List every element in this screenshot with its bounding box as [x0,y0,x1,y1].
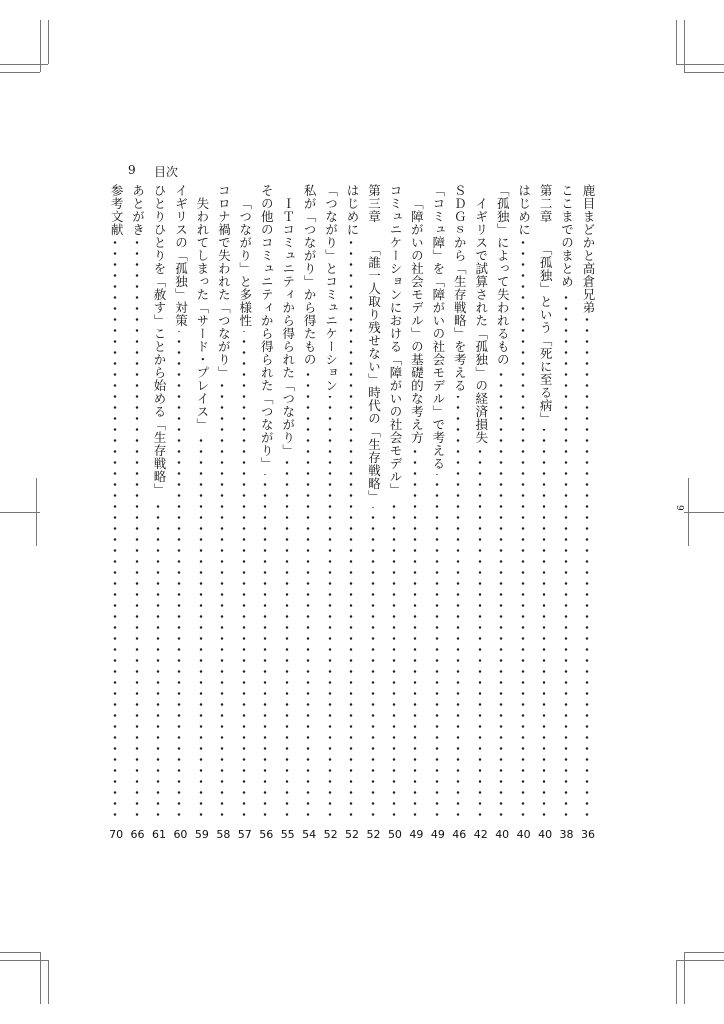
toc-entry-page: 55 [280,828,295,841]
toc-entry-page: 70 [109,828,124,841]
leader-dots [412,448,418,820]
toc-entry-page: 42 [473,828,488,841]
toc-entry-page: 40 [495,828,510,841]
toc-entry-title: はじめに [516,184,532,236]
toc-entry [342,184,362,841]
leader-dots [584,318,590,820]
toc-entry [278,184,298,841]
leader-dots [327,396,333,820]
toc-entry-page: 52 [323,828,338,841]
toc-entry-page: 54 [302,828,317,841]
toc-entry-title: 失われてしまった「サード・プレイス」 [194,197,210,431]
toc-entry-page: 46 [452,828,467,841]
toc-entry [299,184,319,841]
toc-entry-title: 「障がいの社会モデル」の基礎的な考え方 [409,197,425,444]
toc-entry-title: 鹿目まどかと高倉兄弟 [581,184,596,314]
toc-entry-title: 私が「つながり」から得たもの [302,184,318,366]
toc-entry-title: その他のコミュニティから得られた「つながり」 [259,184,275,470]
toc-entry-title: ひとりひとりを「赦す」ことから始める「生存戦略」 [152,184,167,496]
toc-entry [192,184,212,841]
leader-dots [434,474,440,820]
toc-entry [578,184,598,841]
leader-dots [541,429,547,820]
toc-entry [256,184,276,841]
toc-entry-page: 36 [581,828,595,841]
toc-entry [321,184,341,841]
leader-dots [455,396,461,820]
toc-entry-page: 59 [194,828,209,841]
toc-entry-page: 57 [237,828,252,841]
toc-entry-page: 38 [559,828,574,841]
toc-entry-title: あとがき [130,184,146,236]
toc-entry [428,184,448,841]
toc-entry [471,184,491,841]
toc-entry-title: イギリスの「孤独」対策 [173,184,189,327]
leader-dots [241,331,247,820]
toc-entry [385,184,405,841]
toc-entry-page: 40 [516,828,531,841]
toc-entry [235,184,255,841]
leader-dots [348,240,354,820]
toc-entry-page: 40 [538,828,553,841]
leader-dots [262,474,268,820]
leader-dots [477,448,483,820]
leader-dots [370,507,376,820]
toc-entry-title: 「つながり」とコミュニケーション [323,184,339,392]
toc-entry-title: コミュニケーションにおける「障がいの社会モデル」 [387,184,403,496]
toc-entry [514,184,534,841]
toc-entry-title: はじめに [345,184,361,236]
toc-entry [213,184,233,841]
toc-entry [535,184,555,841]
toc-entry [449,184,469,841]
header-label: 目次 [154,165,179,179]
toc-entry-page: 50 [387,828,402,841]
leader-dots [498,370,504,820]
toc-entry-title: 参考文献 [109,184,125,236]
toc-entry-page: 56 [259,828,274,841]
toc-entry-title: 「コミュ障」を「障がいの社会モデル」で考える [430,184,446,470]
toc-entry-title: ＳＤＧｓから「生存戦略」を考える [452,184,468,392]
toc-entry-title: 第二章 「孤独」という「死に至る病」 [538,184,554,425]
toc-entry-title: 「つながり」と多様性 [237,197,253,327]
toc-entry [149,184,169,841]
toc-entry-title: 第三章 「誰一人取り残せない」時代の「生存戦略」 [366,184,382,503]
leader-dots [155,500,161,820]
toc-entry-title: 「孤独」によって失われるもの [495,184,511,366]
toc-entry [492,184,512,841]
toc-entry-page: 52 [366,828,381,841]
toc-entry [128,184,148,841]
toc-entry [406,184,426,841]
toc-entry [364,184,384,841]
toc-entry-page: 61 [152,828,166,841]
leader-dots [198,435,204,820]
leader-dots [520,240,526,820]
leader-dots [112,240,118,820]
folio-page-number: 9 [674,505,684,511]
toc-entry [106,184,126,841]
toc-entry-page: 66 [130,828,145,841]
toc-entry-title: イギリスで試算された「孤独」の経済損失 [473,197,489,444]
leader-dots [305,370,311,820]
toc-entry-page: 49 [409,828,424,841]
toc-entry-page: 60 [173,828,188,841]
toc-entry-page: 52 [345,828,360,841]
leader-dots [563,292,569,820]
toc-entry-title: ここまでのまとめ [559,184,575,288]
toc-entry-page: 58 [216,828,231,841]
leader-dots [176,331,182,820]
leader-dots [284,461,290,820]
toc-entry-title: ＩＴコミュニティから得られた「つながり」 [280,197,296,457]
leader-dots [134,240,140,820]
toc-entry [557,184,577,841]
toc-entry [170,184,190,841]
leader-dots [219,383,225,820]
toc-entry-title: コロナ禍で失われた「つながり」 [216,184,232,379]
toc-entry-page: 49 [430,828,445,841]
header-page-number: 9 [128,163,136,177]
leader-dots [391,500,397,820]
